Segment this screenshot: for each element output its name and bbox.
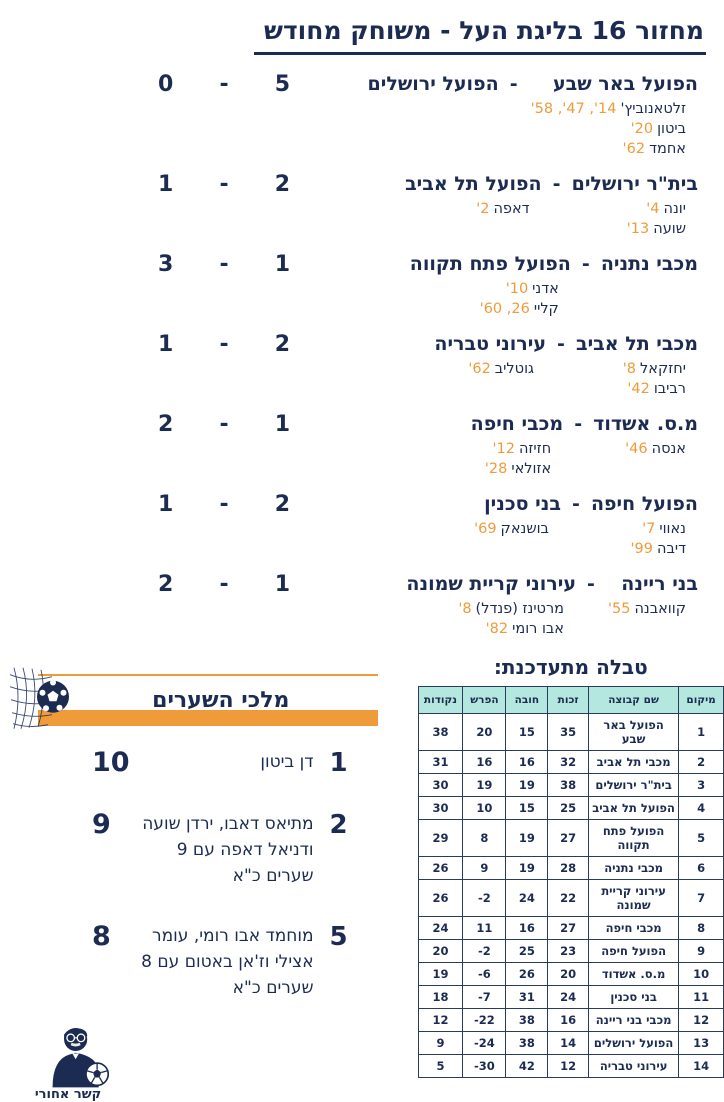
table-row: [418, 751, 723, 774]
scorer-minutes: 55': [608, 601, 631, 617]
teams-dash: -: [581, 253, 590, 275]
scorer-line: [406, 619, 576, 639]
home-team-block: [529, 72, 698, 159]
home-team-name: מכבי נתניה: [600, 253, 698, 275]
away-scorers: [405, 199, 542, 219]
home-scorers: [591, 519, 698, 559]
cell-team-name: הפועל באר שבע: [588, 714, 678, 751]
brand-logo: [20, 1023, 116, 1102]
cell-goals-for: 16: [548, 1009, 589, 1032]
teams-dash: -: [552, 173, 561, 195]
scorer-goal-count: 10: [92, 747, 130, 778]
cell-team-name: עירוני טבריה: [588, 1055, 678, 1078]
scorer-minutes: 4': [646, 201, 660, 217]
table-header-cell: שם קבוצה: [588, 687, 678, 714]
cell-goals-for: 35: [548, 714, 589, 751]
teams-dash: -: [574, 413, 583, 435]
away-team-name: עירוני קריית שמונה: [406, 573, 576, 595]
score: [158, 492, 290, 517]
cell-goal-diff: 20: [463, 714, 506, 751]
cell-points: 26: [418, 880, 463, 917]
cell-goals-against: 16: [506, 751, 548, 774]
cell-goals-for: 24: [548, 986, 589, 1009]
scorer-name: רביבו: [653, 381, 686, 397]
home-team-name: בני ריינה: [621, 573, 698, 595]
cell-goals-against: 16: [506, 917, 548, 940]
scorer-rank: 2: [329, 810, 348, 840]
home-team-name: מ.ס. אשדוד: [593, 413, 698, 435]
away-score: 2: [158, 412, 174, 437]
cell-goal-diff: -7: [463, 986, 506, 1009]
score-dash: -: [219, 252, 229, 277]
cell-goals-against: 26: [506, 963, 548, 986]
cell-points: 30: [418, 774, 463, 797]
cell-points: 30: [418, 797, 463, 820]
scorer-minutes: 7': [642, 521, 656, 537]
bottom-section: [0, 639, 724, 1102]
away-team-name: מכבי חיפה: [470, 413, 564, 435]
home-team-name: הפועל חיפה: [590, 493, 698, 515]
scorer-names: דן ביטון: [260, 752, 314, 772]
away-team-block: [368, 72, 499, 99]
score-dash: -: [219, 492, 229, 517]
away-scorers: [406, 599, 576, 639]
scorer-rank: 5: [329, 922, 348, 952]
table-row: [418, 1032, 723, 1055]
top-scorer-item: [0, 749, 412, 777]
ball-in-net-icon: [8, 667, 76, 731]
home-team-name: בית"ר ירושלים: [571, 173, 698, 195]
top-scorer-item: [0, 811, 412, 889]
home-score: 1: [274, 572, 290, 597]
cell-points: 38: [418, 714, 463, 751]
away-team-block: [410, 252, 571, 319]
scorer-line: [410, 279, 571, 299]
cell-goals-for: 38: [548, 774, 589, 797]
teams-dash: -: [572, 493, 580, 515]
cell-points: 26: [418, 857, 463, 880]
scorer-line: [572, 219, 698, 239]
scorer-minutes: 42': [627, 381, 650, 397]
match-results-list: [0, 55, 724, 639]
cell-points: 12: [418, 1009, 463, 1032]
home-team-block: [601, 252, 698, 279]
scorer-goal-count: 9: [92, 809, 111, 840]
cell-goals-against: 31: [506, 986, 548, 1009]
league-table-title: טבלה מתעדכנת:: [493, 655, 648, 679]
table-header-cell: מיקום: [679, 687, 724, 714]
home-team-block: [606, 572, 698, 619]
league-table: [418, 686, 724, 1078]
mascot-icon: [32, 1023, 116, 1089]
teams-dash: -: [557, 333, 565, 355]
scorer-line: [471, 439, 564, 459]
top-scorers-section: [0, 655, 412, 1102]
match-row: [158, 252, 698, 319]
cell-points: 29: [418, 820, 463, 857]
scorer-name: אדני: [532, 281, 559, 297]
scorer-line: [593, 439, 698, 459]
cell-team-name: הפועל חיפה: [588, 940, 678, 963]
scorer-name: מרטינז (פנדל): [475, 601, 564, 617]
score: [158, 252, 290, 277]
score: [158, 332, 290, 357]
cell-position: 8: [679, 917, 724, 940]
scorer-name: חזיזה: [518, 441, 552, 457]
scorer-minutes: 62': [622, 141, 646, 157]
table-header-row: [418, 687, 723, 714]
score: [158, 172, 290, 197]
cell-points: 18: [418, 986, 463, 1009]
cell-position: 1: [679, 714, 724, 751]
home-scorers: [529, 99, 698, 159]
scorer-line: [576, 379, 698, 399]
cell-team-name: הפועל תל אביב: [588, 797, 678, 820]
away-score: 3: [158, 252, 174, 277]
away-team-block: [434, 332, 546, 379]
scorer-minutes: 69': [474, 521, 497, 537]
cell-goal-diff: -2: [463, 940, 506, 963]
scorer-name: דאפה: [493, 201, 530, 217]
scorer-name: יחזקאל: [640, 361, 686, 377]
score: [158, 572, 290, 597]
home-score: 1: [274, 252, 290, 277]
home-scorers: [576, 359, 698, 399]
score: [158, 72, 290, 97]
cell-team-name: מכבי תל אביב: [588, 751, 678, 774]
top-scorer-item: [0, 923, 412, 1001]
scorer-name: גוטליב: [494, 361, 534, 377]
scorer-minutes: 99': [630, 541, 653, 557]
scorer-name: ביטון: [657, 121, 686, 137]
cell-goals-for: 27: [548, 820, 589, 857]
scorer-minutes: 26, 60': [479, 301, 530, 317]
scorer-name: אחמד: [649, 141, 686, 157]
teams-dash: -: [509, 73, 518, 95]
home-score: 5: [274, 72, 290, 97]
match-row: [158, 412, 698, 479]
scorer-rank: 1: [329, 748, 348, 778]
home-scorers: [606, 599, 698, 619]
home-team-block: [591, 492, 698, 559]
cell-goals-for: 23: [548, 940, 589, 963]
table-row: [418, 1009, 723, 1032]
table-row: [418, 714, 723, 751]
scorer-minutes: 46': [625, 441, 648, 457]
away-team-name: בני סכנין: [484, 493, 561, 515]
league-table-section: [412, 655, 724, 1078]
scorer-line: [606, 599, 698, 619]
scorer-minutes: 8': [622, 361, 637, 377]
cell-goal-diff: 8: [463, 820, 506, 857]
table-row: [418, 986, 723, 1009]
cell-team-name: עירוני קריית שמונה: [588, 880, 678, 917]
match-row: [158, 572, 698, 639]
scorer-name: בושנאק: [500, 521, 549, 537]
brand-caption: קשר אחורי: [34, 1087, 102, 1102]
cell-goals-for: 28: [548, 857, 589, 880]
cell-points: 5: [418, 1055, 463, 1078]
cell-position: 2: [679, 751, 724, 774]
cell-goals-for: 22: [548, 880, 589, 917]
scorer-name: אנסה: [651, 441, 686, 457]
cell-points: 20: [418, 940, 463, 963]
scorer-minutes: 14', 47', 58': [530, 101, 617, 117]
scorer-line: [576, 359, 698, 379]
home-scorers: [572, 199, 698, 239]
cell-team-name: מכבי נתניה: [588, 857, 678, 880]
cell-position: 14: [679, 1055, 724, 1078]
cell-points: 31: [418, 751, 463, 774]
cell-goal-diff: -6: [463, 963, 506, 986]
scorer-name: אבו רומי: [512, 621, 564, 637]
cell-position: 6: [679, 857, 724, 880]
teams-dash: -: [587, 573, 595, 595]
scorer-name: קליי: [533, 301, 559, 317]
match-row: [158, 492, 698, 559]
cell-goal-diff: -30: [463, 1055, 506, 1078]
table-row: [418, 1055, 723, 1078]
scorer-line: [529, 99, 698, 119]
score-dash: -: [219, 572, 229, 597]
top-scorers-header: [38, 671, 370, 729]
score-dash: -: [219, 172, 229, 197]
cell-team-name: מכבי בני ריינה: [588, 1009, 678, 1032]
scorer-name: דיבה: [656, 541, 686, 557]
cell-goal-diff: 19: [463, 774, 506, 797]
scorer-name: שועה: [653, 221, 686, 237]
away-team-block: [405, 172, 542, 219]
cell-points: 24: [418, 917, 463, 940]
away-team-block: [472, 492, 561, 539]
scorer-line: [434, 359, 546, 379]
table-row: [418, 797, 723, 820]
cell-goals-against: 38: [506, 1032, 548, 1055]
cell-goal-diff: -22: [463, 1009, 506, 1032]
match-row: [158, 72, 698, 159]
scorer-minutes: 82': [485, 621, 509, 637]
home-score: 2: [274, 492, 290, 517]
home-score: 1: [274, 412, 290, 437]
table-row: [418, 963, 723, 986]
scorer-line: [405, 199, 542, 219]
scorer-line: [471, 459, 564, 479]
home-team-name: מכבי תל אביב: [576, 333, 698, 355]
scorer-line: [406, 599, 576, 619]
cell-team-name: בני סכנין: [588, 986, 678, 1009]
scorer-minutes: 12': [492, 441, 515, 457]
table-row: [418, 880, 723, 917]
cell-position: 12: [679, 1009, 724, 1032]
table-row: [418, 820, 723, 857]
away-score: 0: [158, 72, 174, 97]
cell-goals-for: 32: [548, 751, 589, 774]
cell-goals-for: 27: [548, 917, 589, 940]
cell-goals-against: 19: [506, 774, 548, 797]
home-team-block: [572, 172, 698, 239]
scorer-minutes: 10': [505, 281, 529, 297]
scorer-minutes: 8': [458, 601, 472, 617]
cell-points: 9: [418, 1032, 463, 1055]
away-team-name: הפועל ירושלים: [367, 73, 499, 95]
away-score: 1: [158, 332, 174, 357]
away-scorers: [471, 439, 564, 479]
away-score: 2: [158, 572, 174, 597]
away-score: 1: [158, 492, 174, 517]
away-scorers: [472, 519, 561, 539]
table-header-cell: נקודות: [418, 687, 463, 714]
scorer-name: זלטאנוביץ': [620, 101, 686, 117]
cell-team-name: בית"ר ירושלים: [588, 774, 678, 797]
away-team-block: [406, 572, 576, 639]
cell-goals-against: 15: [506, 714, 548, 751]
cell-goal-diff: -2: [463, 880, 506, 917]
cell-position: 7: [679, 880, 724, 917]
cell-goals-for: 14: [548, 1032, 589, 1055]
home-score: 2: [274, 332, 290, 357]
table-header-cell: הפרש: [463, 687, 506, 714]
cell-position: 9: [679, 940, 724, 963]
scorer-minutes: 13': [626, 221, 650, 237]
cell-position: 11: [679, 986, 724, 1009]
top-scorers-title: מלכי השערים: [152, 687, 290, 713]
scorer-line: [572, 199, 698, 219]
scorer-line: [410, 299, 571, 319]
scorer-name: קוואבנה: [634, 601, 686, 617]
cell-goal-diff: 11: [463, 917, 506, 940]
scorer-minutes: 2': [476, 201, 490, 217]
cell-goals-for: 12: [548, 1055, 589, 1078]
cell-team-name: מכבי חיפה: [588, 917, 678, 940]
scorer-line: [472, 519, 561, 539]
table-header-cell: חובה: [506, 687, 548, 714]
scorer-minutes: 20': [630, 121, 654, 137]
score: [158, 412, 290, 437]
cell-position: 10: [679, 963, 724, 986]
scorer-goal-count: 8: [92, 921, 111, 952]
table-row: [418, 857, 723, 880]
away-scorers: [434, 359, 546, 379]
cell-goals-against: 25: [506, 940, 548, 963]
score-dash: -: [219, 412, 229, 437]
cell-goals-against: 15: [506, 797, 548, 820]
away-score: 1: [158, 172, 174, 197]
cell-goal-diff: 16: [463, 751, 506, 774]
cell-goals-against: 19: [506, 857, 548, 880]
cell-position: 5: [679, 820, 724, 857]
page-header: [0, 0, 724, 55]
away-team-name: הפועל פתח תקווה: [409, 253, 571, 275]
home-team-name: הפועל באר שבע: [553, 73, 698, 95]
scorer-name: יונה: [663, 201, 686, 217]
home-score: 2: [274, 172, 290, 197]
scorer-minutes: 28': [484, 461, 508, 477]
away-team-name: הפועל תל אביב: [405, 173, 542, 195]
scorer-line: [591, 539, 698, 559]
away-team-block: [471, 412, 564, 479]
cell-goals-for: 20: [548, 963, 589, 986]
scorer-name: אזולאי: [511, 461, 552, 477]
scorer-names: מוחמד אבו רומי, עומר אצילי וז'אן באטום עם 8 שערים כ"א: [141, 926, 314, 998]
cell-goals-against: 42: [506, 1055, 548, 1078]
away-scorers: [410, 279, 571, 319]
home-team-block: [593, 412, 698, 459]
home-scorers: [593, 439, 698, 459]
cell-goals-against: 38: [506, 1009, 548, 1032]
away-team-name: עירוני טבריה: [434, 333, 546, 355]
cell-goals-against: 19: [506, 820, 548, 857]
top-scorers-list: [0, 749, 412, 1001]
cell-goal-diff: 9: [463, 857, 506, 880]
table-row: [418, 774, 723, 797]
cell-goals-for: 25: [548, 797, 589, 820]
cell-position: 4: [679, 797, 724, 820]
cell-position: 13: [679, 1032, 724, 1055]
score-dash: -: [219, 332, 229, 357]
table-row: [418, 917, 723, 940]
cell-goals-against: 24: [506, 880, 548, 917]
table-header-cell: זכות: [548, 687, 589, 714]
cell-position: 3: [679, 774, 724, 797]
match-row: [158, 172, 698, 239]
cell-goal-diff: -24: [463, 1032, 506, 1055]
table-row: [418, 940, 723, 963]
scorer-minutes: 62': [468, 361, 491, 377]
scorer-line: [529, 119, 698, 139]
match-row: [158, 332, 698, 399]
cell-team-name: הפועל פתח תקווה: [588, 820, 678, 857]
cell-team-name: מ.ס. אשדוד: [588, 963, 678, 986]
cell-goal-diff: 10: [463, 797, 506, 820]
scorer-names: מתיאס דאבו, ירדן שועה ודניאל דאפה עם 9 שערים כ"א: [142, 814, 314, 886]
score-dash: -: [219, 72, 229, 97]
home-team-block: [576, 332, 698, 399]
scorer-line: [529, 139, 698, 159]
cell-points: 19: [418, 963, 463, 986]
page-title: מחזור 16 בליגת העל - משוחק מחודש: [254, 16, 706, 55]
scorer-line: [591, 519, 698, 539]
cell-team-name: הפועל ירושלים: [588, 1032, 678, 1055]
scorer-name: נאווי: [659, 521, 686, 537]
